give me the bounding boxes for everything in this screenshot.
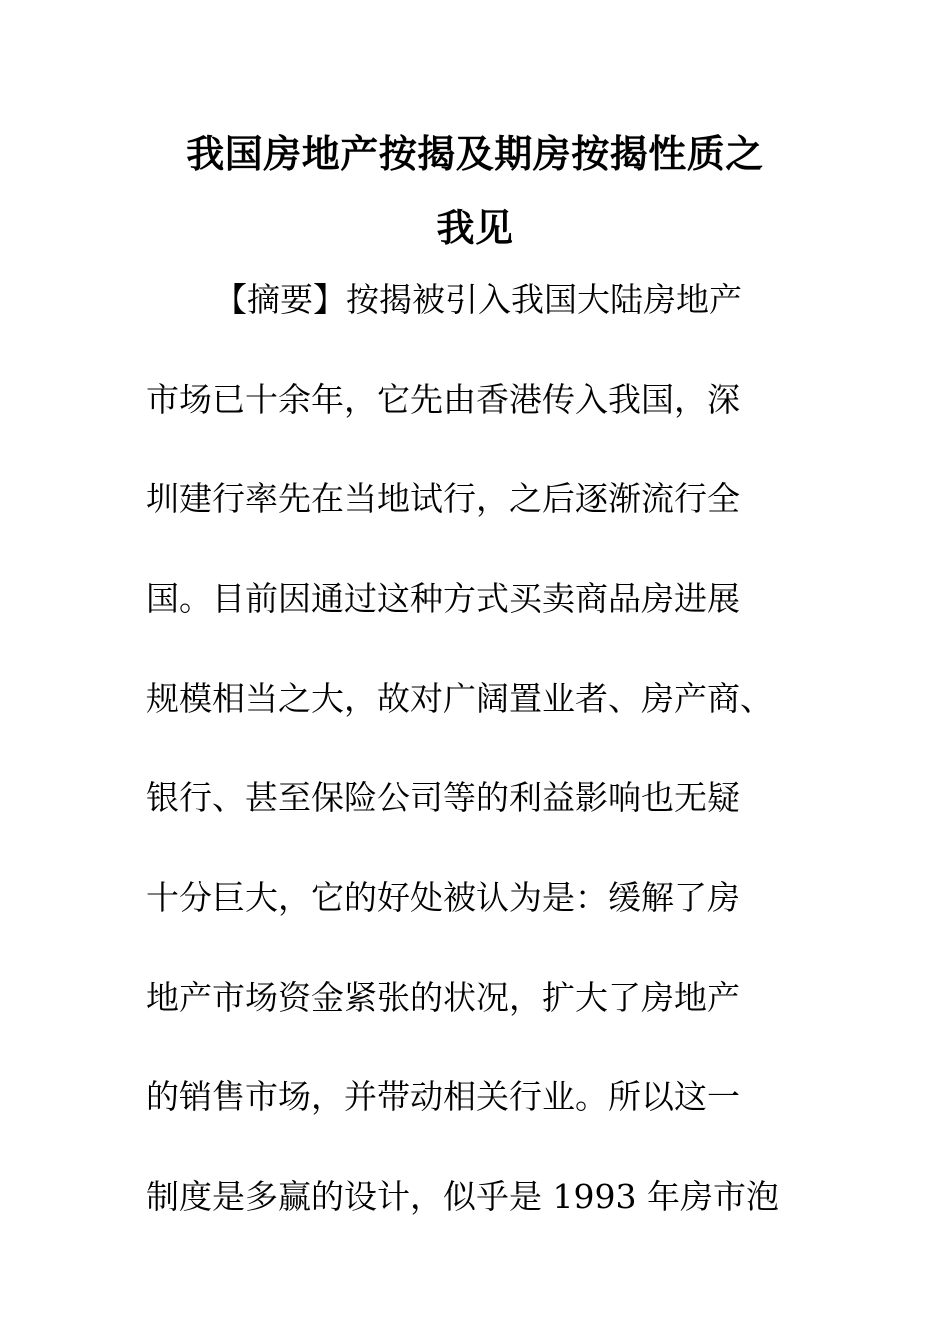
document-title-line-2: 我见 — [436, 205, 514, 250]
abstract-line-7: 十分巨大，它的好处被认为是：缓解了房 — [146, 878, 740, 917]
abstract-line-5: 规模相当之大，故对广阔置业者、房产商、 — [146, 679, 773, 718]
abstract-line-8: 地产市场资金紧张的状况，扩大了房地产 — [146, 978, 740, 1017]
abstract-line-6: 银行、甚至保险公司等的利益影响也无疑 — [146, 778, 740, 817]
abstract-line-2: 市场已十余年，它先由香港传入我国，深 — [146, 380, 740, 419]
abstract-line-1: 【摘要】按揭被引入我国大陆房地产 — [214, 280, 742, 319]
abstract-line-9: 的销售市场，并带动相关行业。所以这一 — [146, 1077, 740, 1116]
abstract-line-4: 国。目前因通过这种方式买卖商品房进展 — [146, 579, 740, 618]
abstract-line-3: 圳建行率先在当地试行，之后逐渐流行全 — [146, 479, 740, 518]
document-title-line-1: 我国房地产按揭及期房按揭性质之 — [186, 131, 764, 176]
abstract-line-10: 制度是多赢的设计，似乎是 1993 年房市泡 — [146, 1177, 779, 1216]
